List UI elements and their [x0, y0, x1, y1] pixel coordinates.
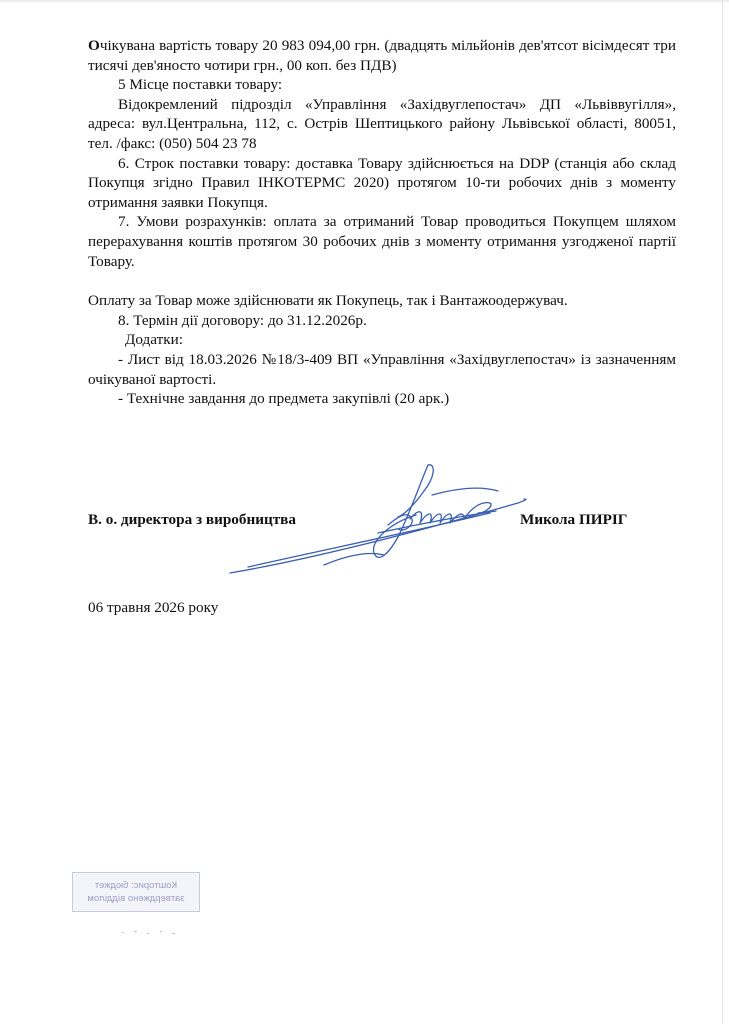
delivery-place-heading: 5 Місце поставки товару: — [118, 76, 283, 94]
scan-specks — [120, 926, 180, 940]
scan-right-edge — [722, 0, 723, 1024]
document-date: 06 травня 2026 року — [88, 599, 219, 616]
payment-terms-paragraph: 7. Умови розрахунків: оплата за отриманий Товар проводиться Покупцем шляхом перерахування коштів протягом 30 робочих днів з моменту отримання узгодженої партії Товару. — [88, 213, 676, 270]
expected-value-text: чікувана вартість товару 20 983 094,00 грн. (двадцять мільйонів дев'ятсот вісімдесят три тисячі дев'яносто чотири грн., 00 коп. без ПДВ) — [88, 37, 676, 74]
letter-body — [88, 36, 676, 409]
expected-value-first-letter: О — [88, 37, 100, 54]
expected-value-paragraph — [88, 36, 676, 75]
scan-top-edge — [0, 0, 729, 3]
stamp-line-2: затверджено відділом — [87, 893, 185, 904]
contract-term-paragraph: 8. Термін дії договору: до 31.12.2026р. — [118, 311, 367, 329]
attachment-letter-item: - Лист від 18.03.2026 №18/3-409 ВП «Управління «Західвуглепостач» із зазначенням очікуваної вартості. — [88, 350, 676, 388]
attachments-heading: Додатки: — [125, 331, 183, 349]
delivery-place-address: Відокремлений підрозділ «Управління «Західвуглепостач» ДП «Львіввугілля», адреса: вул.Центральна, 112, с. Острів Шептицького району Львівської області, 80051, тел. /факс: (050) 504 23 78 — [88, 95, 676, 152]
registration-stamp — [72, 872, 200, 912]
signatory-title: В. о. директора з виробництва — [88, 511, 296, 528]
payment-party-paragraph: Оплату за Товар може здійснювати як Покупець, так і Вантажоодержувач. — [88, 292, 568, 310]
handwritten-signature — [228, 455, 533, 580]
paragraph-gap — [88, 271, 676, 291]
stamp-line-1: Кошторис: бюджет — [94, 880, 178, 891]
attachment-tech-task-item: - Технічне завдання до предмета закупівлі (20 арк.) — [118, 390, 450, 408]
signatory-name: Микола ПИРІГ — [520, 511, 628, 528]
delivery-term-paragraph: 6. Строк поставки товару: доставка Товару здійснюється на DDP (станція або склад Покупця згідно Правил ІНКОТЕРМС 2020) протягом 10-ти робочих днів з моменту отримання заявки Покупця. — [88, 154, 676, 211]
